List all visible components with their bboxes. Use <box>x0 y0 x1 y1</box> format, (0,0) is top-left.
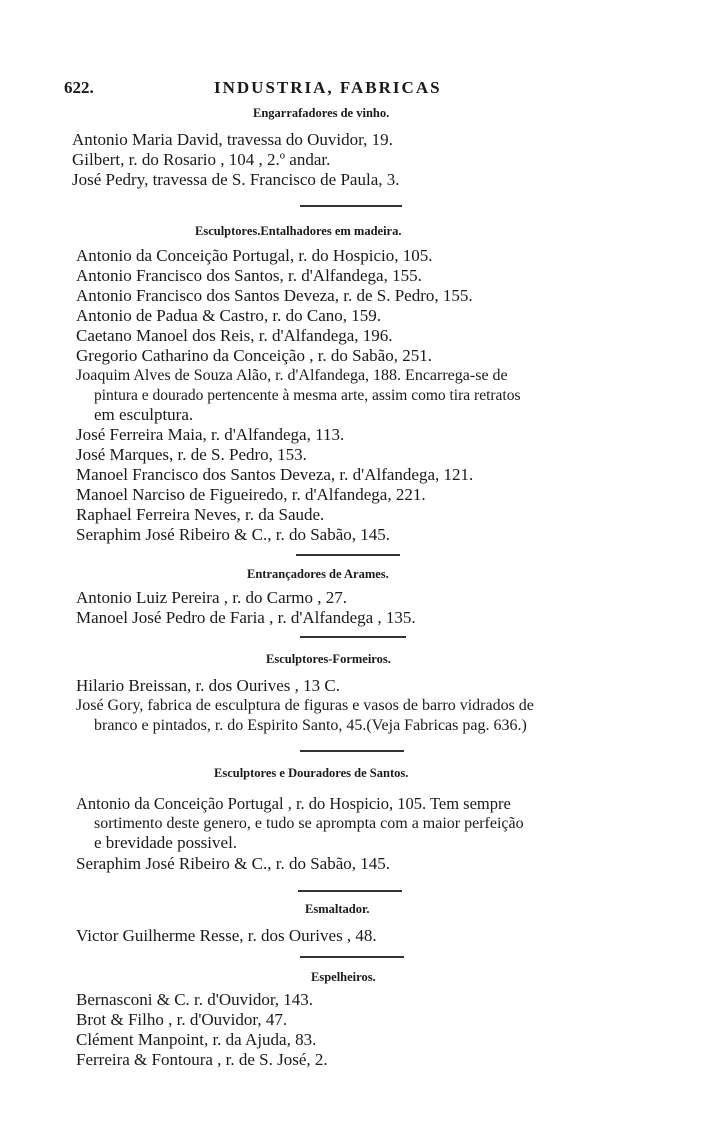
list-item-continuation: e brevidade possivel. <box>94 833 238 852</box>
list-item-continuation: sortimento deste genero, e tudo se apromptа com a maior perfeição <box>94 815 524 832</box>
running-title: INDUSTRIA, FABRICAS <box>214 78 442 97</box>
section-divider <box>300 956 404 958</box>
list-item-continuation: branco e pintados, r. do Espirito Santo, 45.(Veja Fabricas pag. 636.) <box>94 717 527 734</box>
list-item: Antonio Maria David, travessa do Ouvidor, 19. <box>72 130 393 149</box>
list-item-continuation: em esculptura. <box>94 405 194 424</box>
section-divider <box>298 890 402 892</box>
section-title: Esmaltador. <box>305 902 370 916</box>
section-title: Engarrafadores de vinho. <box>253 106 390 120</box>
list-item: Seraphim José Ribeiro & C., r. do Sabão, 145. <box>76 525 391 544</box>
list-item: Antonio da Conceição Portugal , r. do Hospicio, 105. Tem sempre <box>76 794 511 813</box>
list-item: Gilbert, r. do Rosario , 104 , 2.º andar. <box>72 150 331 169</box>
list-item: Antonio de Padua & Castro, r. do Cano, 159. <box>76 306 382 325</box>
list-item: José Pedry, travessa de S. Francisco de Paula, 3. <box>72 170 400 189</box>
list-item: José Gory, fabrica de esculptura de figuras e vasos de barro vidrados de <box>76 697 534 714</box>
section-title: Espelheiros. <box>311 970 376 984</box>
list-item: Antonio da Conceição Portugal, r. do Hospicio, 105. <box>76 246 433 265</box>
section-title: Esculptores.Entalhadores em madeira. <box>195 224 402 238</box>
list-item: Hilario Breissan, r. dos Ourives , 13 C. <box>76 676 340 695</box>
section-title: Esculptores e Douradores de Santos. <box>214 766 409 780</box>
list-item: Antonio Francisco dos Santos Deveza, r. de S. Pedro, 155. <box>76 286 473 305</box>
list-item: Manoel Francisco dos Santos Deveza, r. d'Alfandega, 121. <box>76 465 474 484</box>
page-number: 622. <box>64 78 94 97</box>
section-divider <box>300 750 404 752</box>
list-item: Ferreira & Fontoura , r. de S. José, 2. <box>76 1050 328 1069</box>
list-item: Antonio Francisco dos Santos, r. d'Alfandega, 155. <box>76 266 422 285</box>
list-item-continuation: pintura e dourado pertencente à mesma arte, assim como tira retratos <box>94 387 521 404</box>
list-item: Manoel José Pedro de Faria , r. d'Alfandega , 135. <box>76 608 416 627</box>
section-title: Entrançadores de Arames. <box>247 567 389 581</box>
section-divider <box>300 205 402 207</box>
page-header <box>64 78 644 100</box>
list-item: Antonio Luiz Pereira , r. do Carmo , 27. <box>76 588 348 607</box>
list-item: Brot & Filho , r. d'Ouvidor, 47. <box>76 1010 288 1029</box>
list-item: Manoel Narciso de Figueiredo, r. d'Alfandega, 221. <box>76 485 426 504</box>
list-item: Gregorio Catharino da Conceição , r. do Sabão, 251. <box>76 346 432 365</box>
list-item: José Marques, r. de S. Pedro, 153. <box>76 445 307 464</box>
list-item: Joaquim Alves de Souza Alão, r. d'Alfandega, 188. Encarrega-se de <box>76 367 508 384</box>
list-item: Caetano Manoel dos Reis, r. d'Alfandega, 196. <box>76 326 393 345</box>
section-divider <box>296 554 400 556</box>
list-item: José Ferreira Maia, r. d'Alfandega, 113. <box>76 425 345 444</box>
section-title: Esculptores-Formeiros. <box>266 652 391 666</box>
list-item: Bernasconi & C. r. d'Ouvidor, 143. <box>76 990 314 1009</box>
list-item: Clément Manpoint, r. da Ajuda, 83. <box>76 1030 317 1049</box>
list-item: Victor Guilherme Resse, r. dos Ourives , 48. <box>76 926 377 945</box>
list-item: Raphael Ferreira Neves, r. da Saude. <box>76 505 325 524</box>
section-divider <box>300 636 406 638</box>
list-item: Seraphim José Ribeiro & C., r. do Sabão, 145. <box>76 854 391 873</box>
